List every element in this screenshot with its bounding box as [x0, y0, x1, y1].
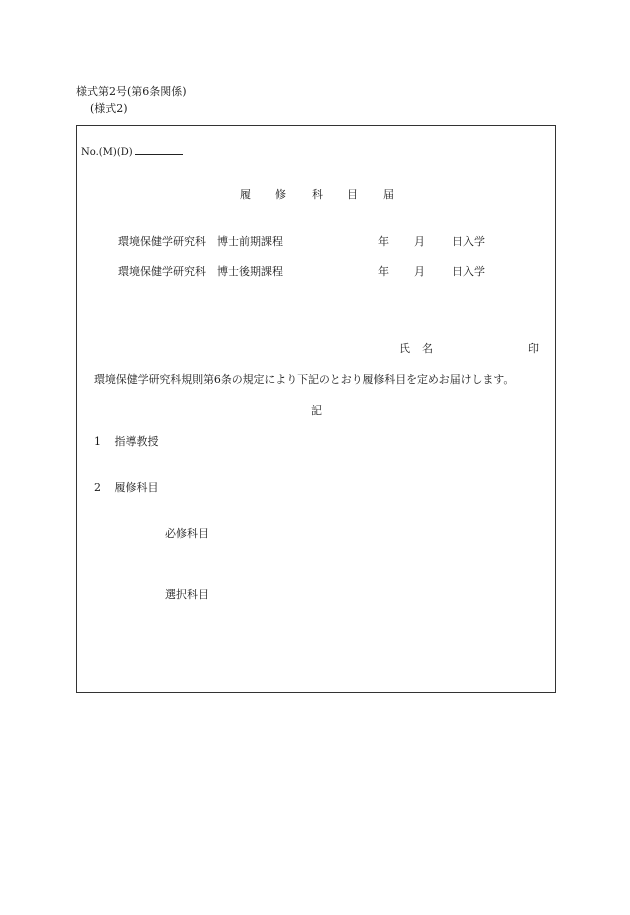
month-label: 月	[414, 265, 425, 278]
title-char-2: 修	[275, 188, 286, 201]
item-number: 2	[94, 481, 101, 494]
year-label: 年	[378, 235, 389, 248]
form-subreference: (様式2)	[90, 102, 128, 115]
form-number	[81, 145, 183, 158]
item-courses	[94, 482, 159, 493]
name-label-2: 名	[422, 342, 433, 355]
name-label-1: 氏	[399, 342, 410, 355]
item-advisor	[94, 436, 159, 447]
title-char-4: 目	[347, 188, 358, 201]
seal-label: 印	[528, 342, 539, 355]
form-number-label: No.(M)(D)	[81, 147, 133, 158]
item-label: 指導教授	[114, 435, 159, 448]
program-label: 環境保健学研究科 博士前期課程	[118, 235, 283, 248]
month-label: 月	[414, 235, 425, 248]
elective-courses-label: 選択科目	[165, 588, 209, 601]
ki-mark: 記	[311, 404, 322, 417]
day-label: 日入学	[452, 265, 485, 278]
form-reference: 様式第2号(第6条関係)	[76, 85, 187, 98]
day-label: 日入学	[452, 235, 485, 248]
title-char-3: 科	[312, 188, 323, 201]
required-courses-label: 必修科目	[165, 527, 209, 540]
program-label: 環境保健学研究科 博士後期課程	[118, 265, 283, 278]
title-char-5: 届	[383, 188, 394, 201]
item-label: 履修科目	[114, 481, 159, 494]
year-label: 年	[378, 265, 389, 278]
title-char-1: 履	[240, 188, 251, 201]
statement-text: 環境保健学研究科規則第6条の規定により下記のとおり履修科目を定めお届けします。	[94, 373, 515, 386]
item-number: 1	[94, 435, 101, 448]
form-number-blank[interactable]	[135, 145, 183, 155]
